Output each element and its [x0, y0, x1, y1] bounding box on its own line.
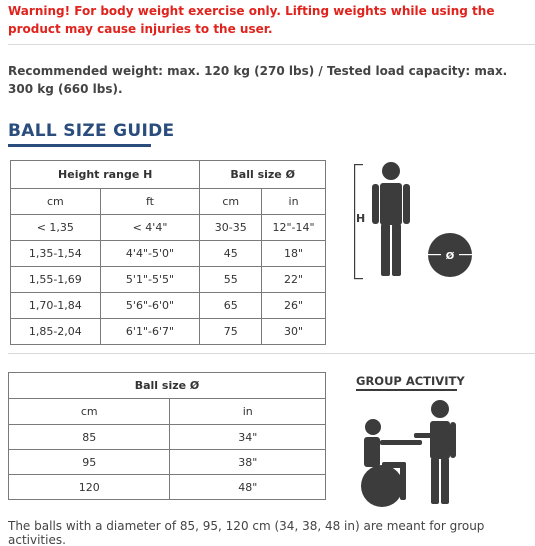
- height-ft-cell: 6'1"-6'7": [100, 319, 200, 345]
- height-cm-cell: 1,85-2,04: [11, 319, 101, 345]
- table-row: [11, 319, 326, 345]
- height-cm-cell: < 1,35: [11, 215, 101, 241]
- unit-in: in: [262, 189, 326, 215]
- unit-ft: ft: [100, 189, 200, 215]
- table-row: [11, 293, 326, 319]
- table-row: [9, 475, 326, 500]
- height-ft-cell: 4'4"-5'0": [100, 241, 200, 267]
- recommended-weight-text: Recommended weight: max. 120 kg (270 lbs) / Tested load capacity: max. 300 kg (660 lbs).: [8, 64, 508, 96]
- ball-size-header: Ball size Ø: [200, 161, 326, 189]
- ball-cm-cell: 75: [200, 319, 262, 345]
- ball-size-guide-heading: BALL SIZE GUIDE: [8, 121, 175, 141]
- group-ball-size-header: Ball size Ø: [9, 373, 326, 399]
- height-range-header: Height range H: [11, 161, 200, 189]
- group-activity-title: GROUP ACTIVITY: [356, 374, 465, 388]
- unit-in: in: [170, 399, 326, 425]
- ball-in-cell: 38": [170, 450, 326, 475]
- heading-underline: [8, 144, 151, 147]
- height-cm-cell: 1,35-1,54: [11, 241, 101, 267]
- ball-in-cell: 18": [262, 241, 326, 267]
- height-cm-cell: 1,55-1,69: [11, 267, 101, 293]
- table-row: [11, 267, 326, 293]
- ball-cm-cell: 85: [9, 425, 170, 450]
- ball-in-cell: 30": [262, 319, 326, 345]
- ball-cm-cell: 45: [200, 241, 262, 267]
- person-with-ball-icon: [350, 158, 480, 288]
- ball-cm-cell: 120: [9, 475, 170, 500]
- table-row: [11, 215, 326, 241]
- table-row: [9, 425, 326, 450]
- group-ball-size-table: [8, 372, 326, 500]
- ball-in-cell: 48": [170, 475, 326, 500]
- height-ft-cell: < 4'4": [100, 215, 200, 241]
- group-activity-footnote: The balls with a diameter of 85, 95, 120 cm (34, 38, 48 in) are meant for group activities.: [8, 519, 485, 546]
- ball-in-cell: 34": [170, 425, 326, 450]
- unit-cm: cm: [9, 399, 170, 425]
- warning-text: Warning! For body weight exercise only. Lifting weights while using the product may cause injuries to the user.: [8, 4, 495, 36]
- group-activity-underline: [356, 389, 457, 391]
- unit-cm: cm: [200, 189, 262, 215]
- height-label: H: [356, 212, 366, 225]
- unit-cm: cm: [11, 189, 101, 215]
- height-ft-cell: 5'1"-5'5": [100, 267, 200, 293]
- ball-in-cell: 26": [262, 293, 326, 319]
- table-row: [9, 450, 326, 475]
- ball-size-table: [10, 160, 326, 345]
- divider: [8, 44, 535, 45]
- table-row: [11, 241, 326, 267]
- ball-in-cell: 22": [262, 267, 326, 293]
- ball-cm-cell: 55: [200, 267, 262, 293]
- ball-cm-cell: 30-35: [200, 215, 262, 241]
- ball-in-cell: 12"-14": [262, 215, 326, 241]
- divider: [8, 353, 535, 354]
- group-activity-icon: [360, 396, 460, 508]
- diameter-label: Ø: [445, 251, 455, 262]
- ball-cm-cell: 95: [9, 450, 170, 475]
- height-ft-cell: 5'6"-6'0": [100, 293, 200, 319]
- height-cm-cell: 1,70-1,84: [11, 293, 101, 319]
- ball-cm-cell: 65: [200, 293, 262, 319]
